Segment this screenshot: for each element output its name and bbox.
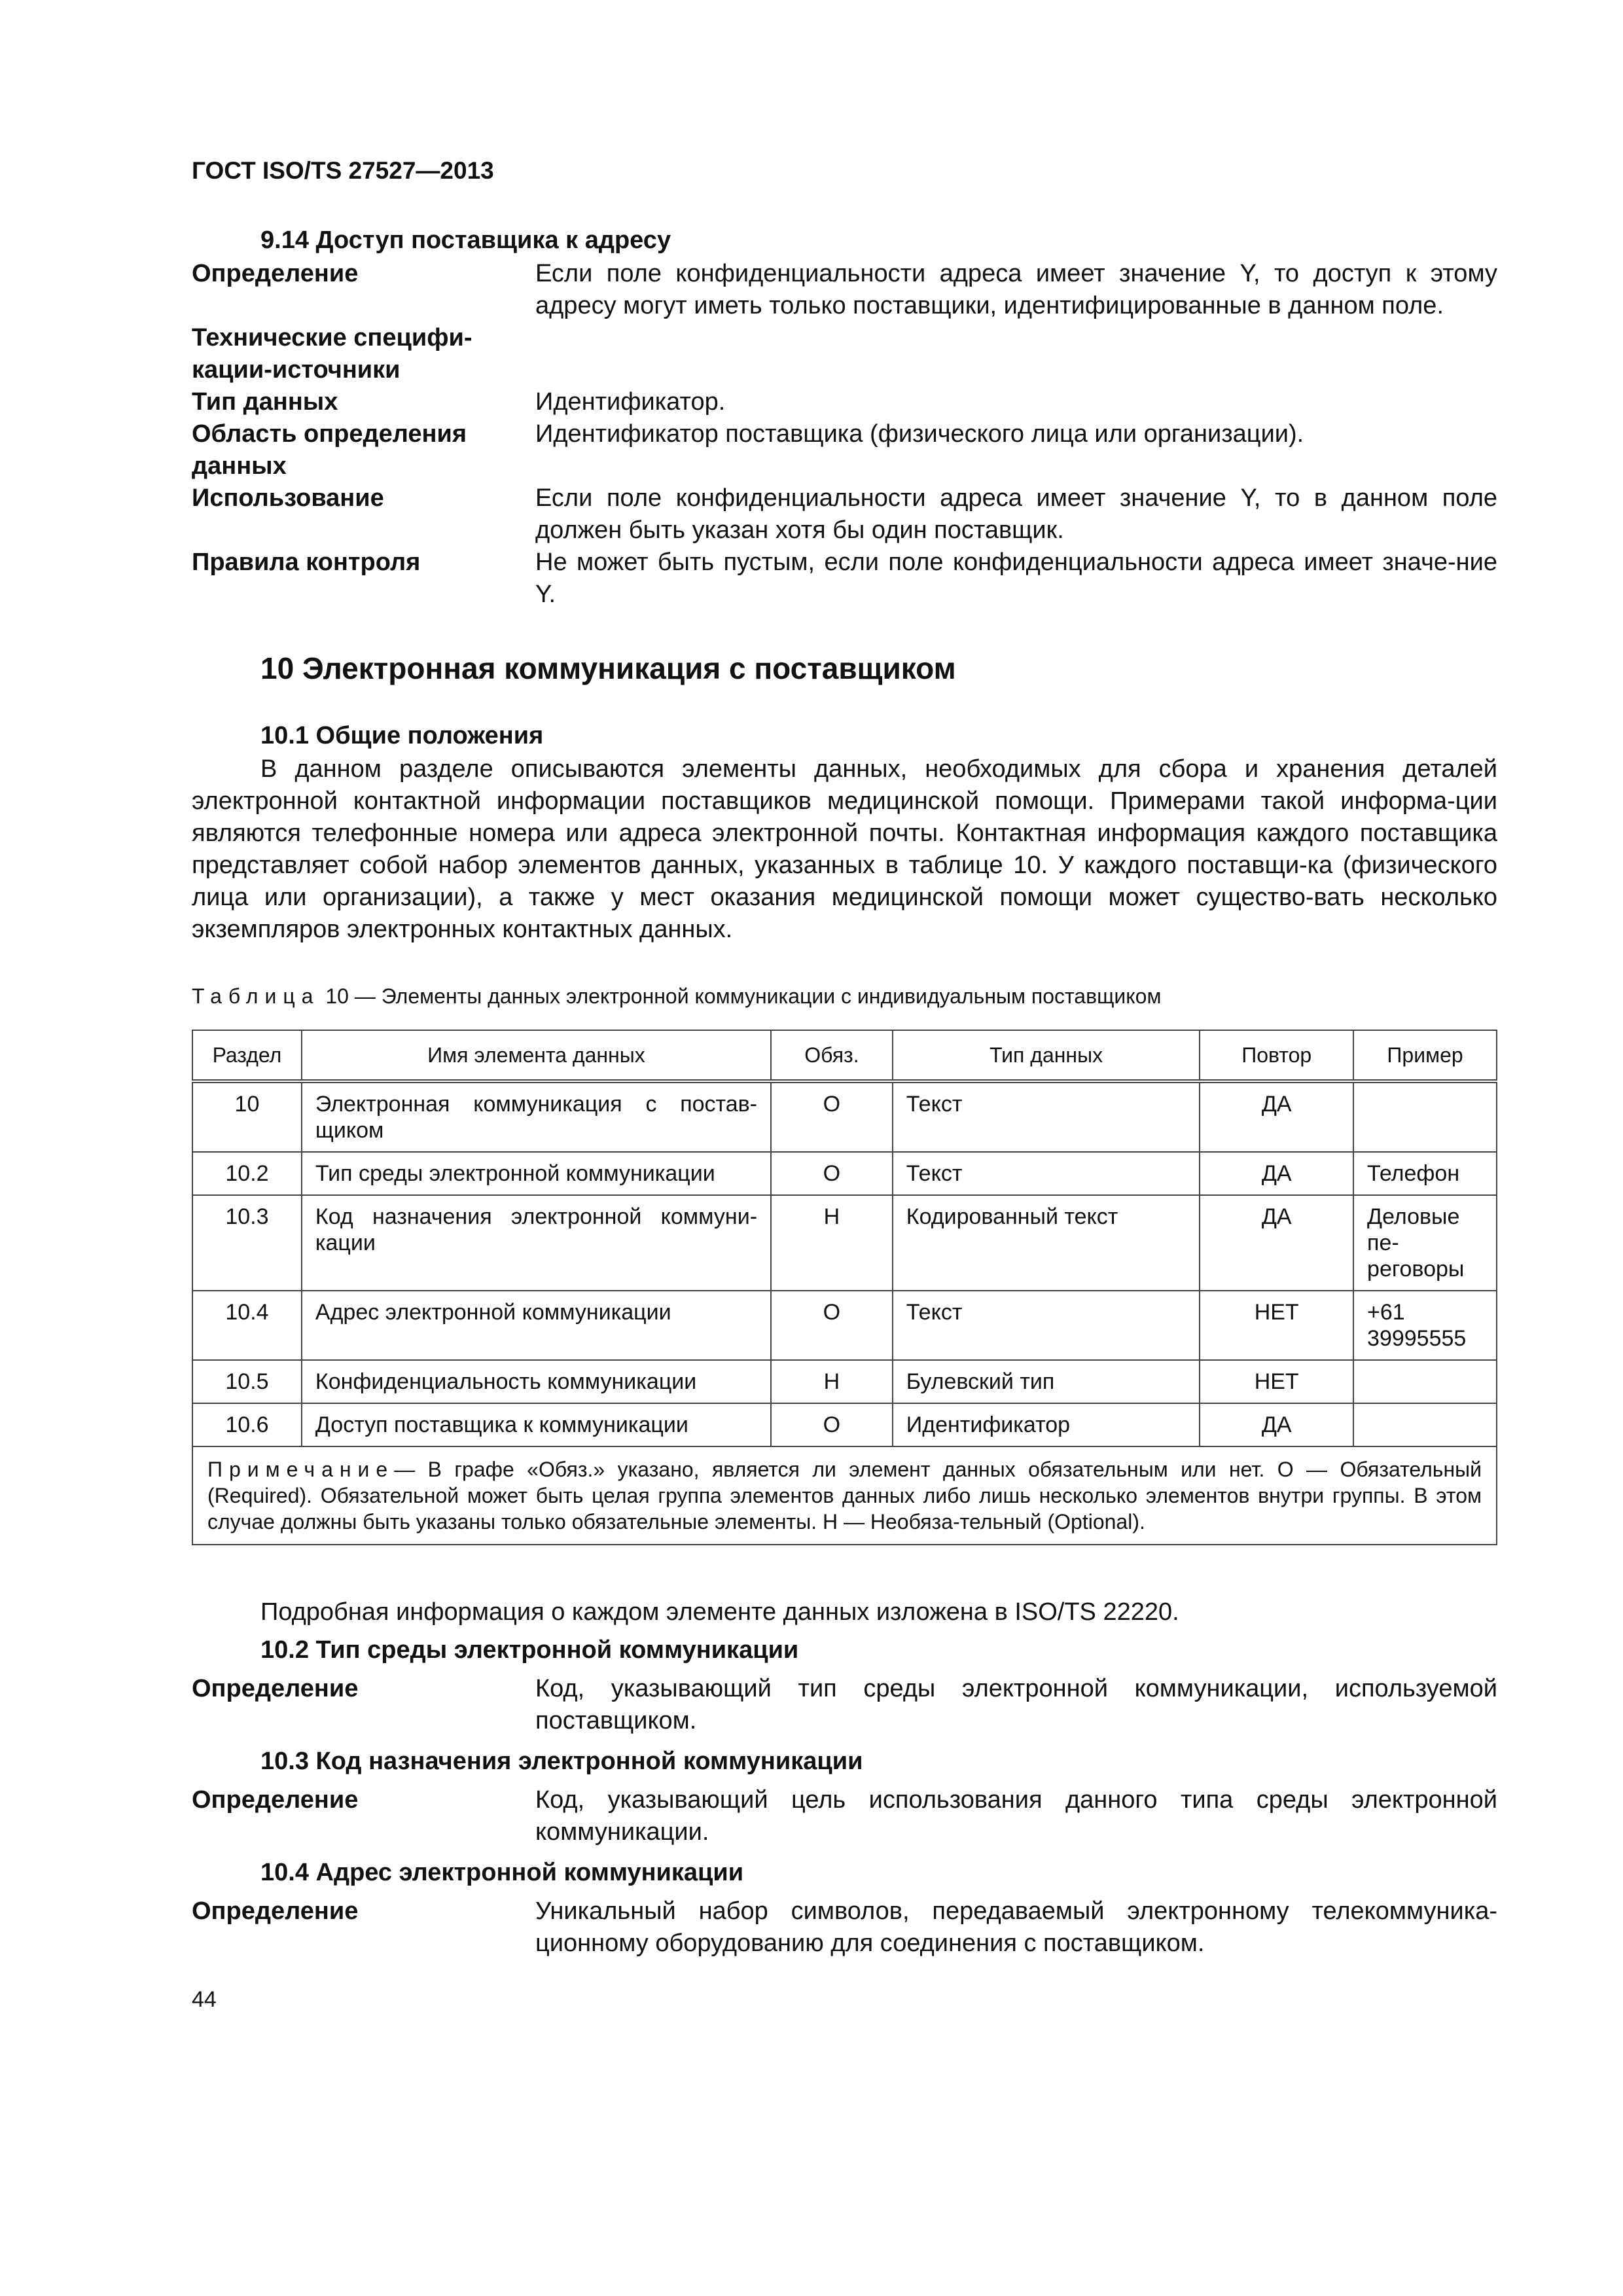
table-cell <box>1353 1081 1497 1152</box>
table-cell: ДА <box>1200 1195 1353 1291</box>
table-row <box>192 1291 1497 1360</box>
definition-term: Тип данных <box>192 388 338 416</box>
table-cell: НЕТ <box>1200 1360 1353 1403</box>
definition-row <box>192 418 1497 482</box>
table-cell: О <box>771 1403 893 1446</box>
definition-value: Уникальный набор символов, передаваемый электронному телекоммуника-ционному оборудованию для соединения с поставщиком. <box>535 1897 1497 1957</box>
table-note-label: Примечание <box>207 1458 395 1481</box>
table-cell: Булевский тип <box>893 1360 1200 1403</box>
section-10-2-title: 10.2 Тип среды электронной коммуникации <box>260 1636 799 1664</box>
table-cell: Телефон <box>1353 1152 1497 1195</box>
column-header: Пример <box>1353 1030 1497 1081</box>
section-10-2-definitions <box>192 1673 1497 1737</box>
table-cell: Текст <box>893 1291 1200 1360</box>
table-cell: 10 <box>192 1081 302 1152</box>
table-cell: Текст <box>893 1152 1200 1195</box>
definition-value: Код, указывающий тип среды электронной коммуникации, используемой поставщиком. <box>535 1675 1497 1734</box>
table-cell: 10.6 <box>192 1403 302 1446</box>
definition-term: Определение <box>192 1786 359 1814</box>
definition-row <box>192 1895 1497 1960</box>
column-header: Повтор <box>1200 1030 1353 1081</box>
table-cell: Адрес электронной коммуникации <box>302 1291 771 1360</box>
definition-term: Область определения данных <box>192 420 467 480</box>
definition-row <box>192 322 1497 386</box>
table-cell: НЕТ <box>1200 1291 1353 1360</box>
section-10-4-title: 10.4 Адрес электронной коммуникации <box>260 1859 744 1886</box>
table-cell: О <box>771 1152 893 1195</box>
definition-term: Использование <box>192 484 384 512</box>
section-10-3-definitions <box>192 1784 1497 1848</box>
definition-value: Не может быть пустым, если поле конфиденциальности адреса имеет значе-ние Y. <box>535 548 1497 608</box>
table-cell: 10.2 <box>192 1152 302 1195</box>
table-header-row <box>192 1030 1497 1081</box>
data-elements-table <box>192 1030 1497 1545</box>
document-page <box>192 157 1497 2013</box>
table-note-row <box>192 1446 1497 1545</box>
table-cell: Н <box>771 1360 893 1403</box>
section-10-4-definitions <box>192 1895 1497 1960</box>
table-note-text: — В графе «Обяз.» указано, является ли элемент данных обязательным или нет. О — Обязательный (Required). Обязательной может быть целая группа элементов данных либо лишь несколько элементов внутри группы. В этом случае должны быть указаны только обязательные элементы. Н — Необяза-тельный (Optional). <box>207 1458 1482 1534</box>
section-10-title: 10 Электронная коммуникация с поставщиком <box>260 651 956 685</box>
definition-value: Идентификатор поставщика (физического лица или организации). <box>535 420 1304 448</box>
section-10-1-title: 10.1 Общие положения <box>260 722 544 749</box>
section-10-1-text: В данном разделе описываются элементы данных, необходимых для сбора и хранения деталей электронной контактной информации поставщиков медицинской помощи. Примерами такой информа-ции являются телефонные номера или адреса электронной почты. Контактная информация каждого поставщика представляет собой набор элементов данных, указанных в таблице 10. У каждого поставщи-ка (физического лица или организации), а также у мест оказания медицинской помощи может существо-вать несколько экземпляров электронных контактных данных. <box>192 755 1497 943</box>
table-cell: 10.4 <box>192 1291 302 1360</box>
table-cell: Деловые пе-реговоры <box>1353 1195 1497 1291</box>
table-cell: +61 39995555 <box>1353 1291 1497 1360</box>
table-cell: О <box>771 1081 893 1152</box>
table-cell <box>1353 1360 1497 1403</box>
table-cell: О <box>771 1291 893 1360</box>
table-cell: Н <box>771 1195 893 1291</box>
table-row <box>192 1403 1497 1446</box>
table-caption <box>192 982 1497 1010</box>
table-cell: Кодированный текст <box>893 1195 1200 1291</box>
section-9-14-title: 9.14 Доступ поставщика к адресу <box>260 226 671 254</box>
definition-value: Код, указывающий цель использования данного типа среды электронной коммуникации. <box>535 1786 1497 1846</box>
column-header: Раздел <box>192 1030 302 1081</box>
definition-row <box>192 1784 1497 1848</box>
table-note <box>192 1446 1497 1545</box>
definition-row <box>192 258 1497 322</box>
table-caption-label: Таблица <box>192 984 320 1008</box>
column-header: Тип данных <box>893 1030 1200 1081</box>
table-cell: Конфиденциальность коммуникации <box>302 1360 771 1403</box>
definition-row <box>192 1673 1497 1737</box>
table-cell: Код назначения электронной коммуни-кации <box>302 1195 771 1291</box>
table-cell: Тип среды электронной коммуникации <box>302 1152 771 1195</box>
column-header: Имя элемента данных <box>302 1030 771 1081</box>
table-row <box>192 1081 1497 1152</box>
column-header: Обяз. <box>771 1030 893 1081</box>
definition-value: Если поле конфиденциальности адреса имеет значение Y, то в данном поле должен быть указан хотя бы один поставщик. <box>535 484 1497 544</box>
table-cell <box>1353 1403 1497 1446</box>
table-caption-text: 10 — Элементы данных электронной коммуникации с индивидуальным поставщиком <box>325 984 1162 1008</box>
table-row <box>192 1360 1497 1403</box>
table-cell: 10.3 <box>192 1195 302 1291</box>
definition-row <box>192 547 1497 611</box>
definition-value: Идентификатор. <box>535 388 726 416</box>
after-table-text: Подробная информация о каждом элементе данных изложена в ISO/TS 22220. <box>260 1598 1179 1626</box>
section-9-14-definitions <box>192 258 1497 611</box>
definition-term: Определение <box>192 1675 359 1702</box>
table-row <box>192 1195 1497 1291</box>
definition-row <box>192 482 1497 547</box>
definition-term: Технические специфи-кации-источники <box>192 324 473 384</box>
definition-value <box>535 322 1497 386</box>
definition-term: Правила контроля <box>192 548 421 576</box>
table-cell: ДА <box>1200 1403 1353 1446</box>
section-10-3-title: 10.3 Код назначения электронной коммуникации <box>260 1748 863 1775</box>
table-cell: Электронная коммуникация с постав-щиком <box>302 1081 771 1152</box>
definition-term: Определение <box>192 260 359 287</box>
definition-row <box>192 386 1497 418</box>
table-cell: ДА <box>1200 1152 1353 1195</box>
table-cell: 10.5 <box>192 1360 302 1403</box>
definition-term: Определение <box>192 1897 359 1925</box>
table-cell: Текст <box>893 1081 1200 1152</box>
table-row <box>192 1152 1497 1195</box>
document-header: ГОСТ ISO/TS 27527—2013 <box>192 157 494 184</box>
definition-value: Если поле конфиденциальности адреса имеет значение Y, то доступ к этому адресу могут иметь только поставщики, идентифицированные в данном поле. <box>535 260 1497 319</box>
table-cell: Доступ поставщика к коммуникации <box>302 1403 771 1446</box>
page-number: 44 <box>192 1987 217 2012</box>
table-cell: ДА <box>1200 1081 1353 1152</box>
table-cell: Идентификатор <box>893 1403 1200 1446</box>
